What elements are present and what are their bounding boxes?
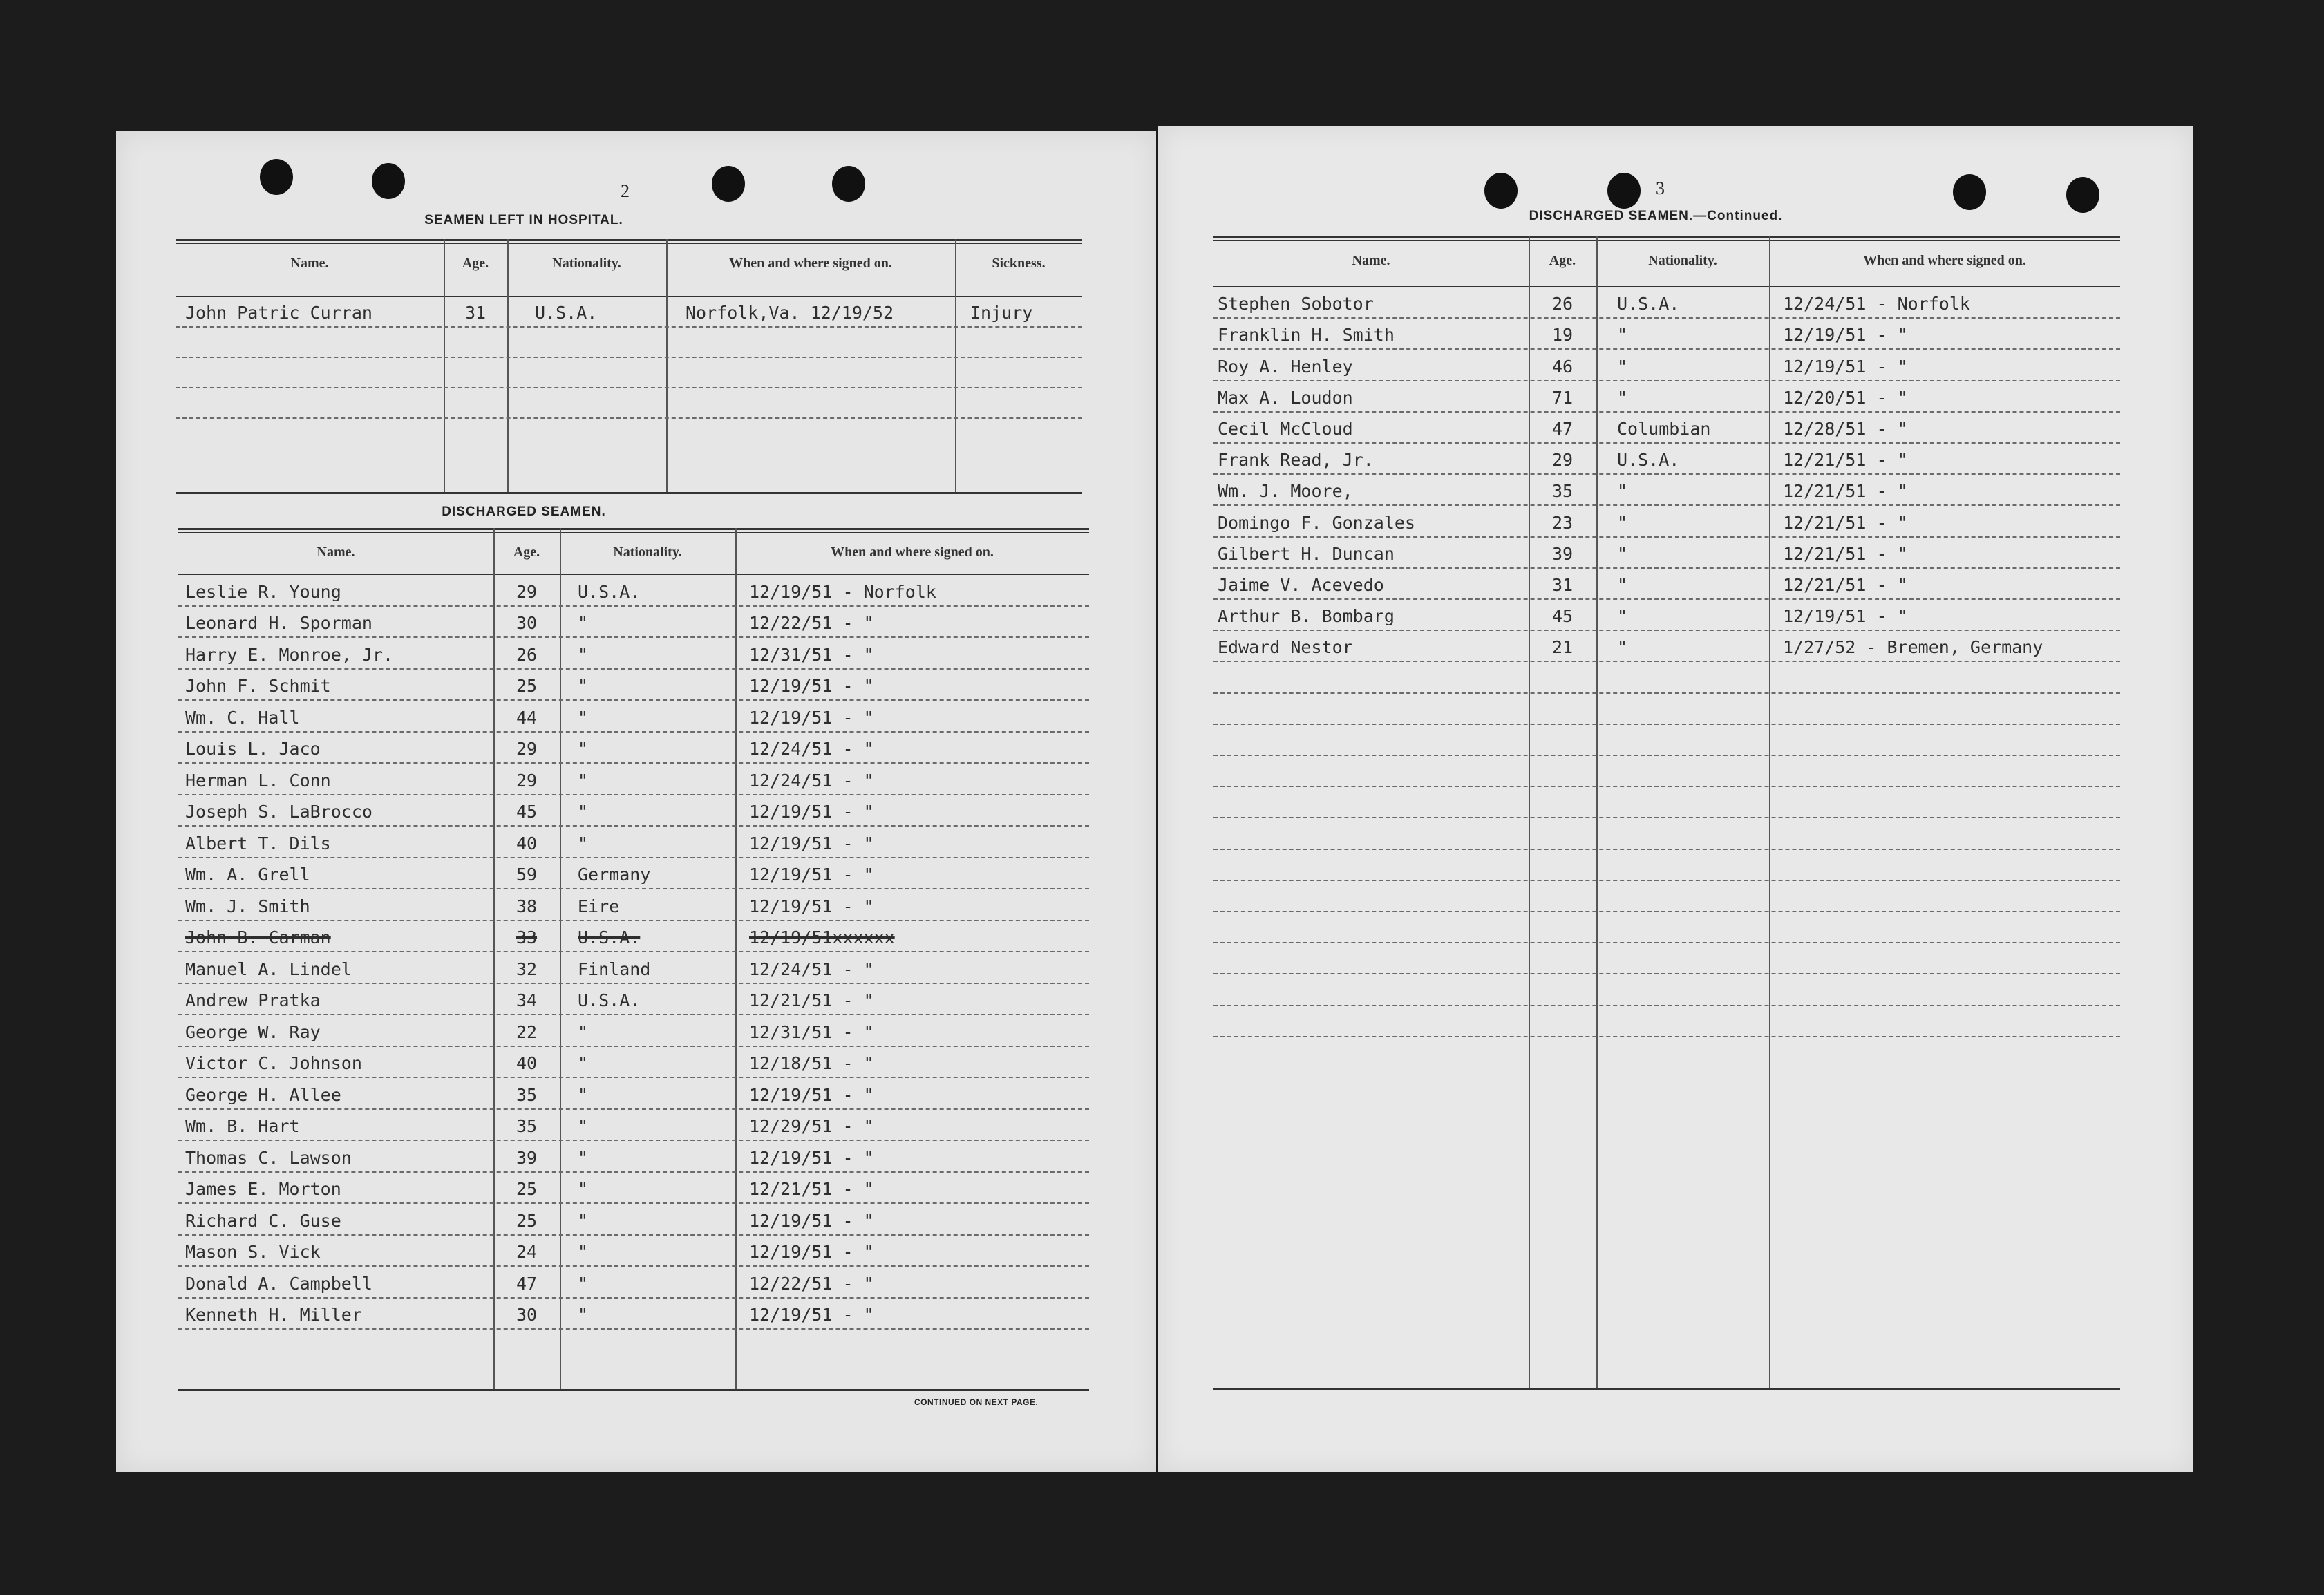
continued-note: CONTINUED ON NEXT PAGE. [914,1397,1039,1407]
table-cell-name: Kenneth H. Miller [185,1305,362,1325]
table-cell-nationality: " [578,1084,589,1105]
row-rule [178,951,1089,952]
table-cell-nationality: " [578,613,589,633]
table-cell-signed: 12/19/51 - " [749,676,874,696]
row-rule [1213,630,2120,631]
table-cell-signed: 12/20/51 - " [1783,387,1908,408]
table-cell-signed: 12/21/51 - " [1783,481,1908,502]
table-cell-signed: 1/27/52 - Bremen, Germany [1783,637,2043,658]
table-cell-age: 31 [1551,575,1574,595]
table-cell-nationality: " [1617,387,1628,408]
row-rule [1213,380,2120,381]
row-rule [178,762,1089,764]
table-cell-name: Albert T. Dils [185,833,331,853]
table-cell-age: 19 [1551,325,1574,346]
table-cell-name: Wm. J. Moore, [1218,481,1353,502]
table-cell-signed: 12/28/51 - " [1783,419,1908,439]
header-rule [176,296,1082,297]
table-cell-age: 24 [516,1242,538,1262]
table-cell-signed: 12/24/51 - Norfolk [1783,294,1970,314]
table-cell-signed: 12/19/51 - " [749,802,874,822]
column-header: Sickness. [992,256,1046,271]
table-cell-name: Thomas C. Lawson [185,1147,352,1168]
punch-hole [372,163,405,199]
table-cell-age: 35 [1551,481,1574,502]
table-cell-age: 45 [516,802,538,822]
table-cell-signed: 12/19/51 - " [749,896,874,916]
row-rule [178,1328,1089,1330]
column-header: When and where signed on. [831,545,994,560]
table-cell-name: Harry E. Monroe, Jr. [185,644,394,665]
table-cell-signed: 12/19/51 - " [1783,325,1908,346]
table-cell-nationality: U.S.A. [535,303,598,323]
table-cell-nationality: " [578,644,589,665]
row-rule [1213,1036,2120,1037]
column-header: When and where signed on. [729,256,892,271]
column-divider [1596,236,1598,1388]
header-rule [178,574,1089,575]
table-cell-age: 31 [464,303,486,323]
table-top-rule [1213,236,2120,238]
table-cell-age: 33 [516,927,538,947]
column-header: Name. [317,545,355,560]
table-cell-name: Leslie R. Young [185,581,341,602]
row-rule [178,857,1089,858]
row-rule [1213,473,2120,475]
table-cell-name: John F. Schmit [185,676,331,696]
table-cell-age: 21 [1551,637,1574,658]
header-rule [1213,286,2120,287]
table-cell-age: 40 [516,833,538,853]
table-cell-name: Wm. J. Smith [185,896,310,916]
table-cell-name: George H. Allee [185,1084,341,1105]
table-cell-sickness: Injury [970,303,1033,323]
table-cell-age: 30 [516,1305,538,1325]
row-rule [178,668,1089,670]
row-rule [1213,786,2120,787]
table-cell-name: Wm. C. Hall [185,707,300,728]
table-cell-nationality: " [1617,543,1628,564]
table-cell-age: 59 [516,865,538,885]
table-cell-name: Andrew Pratka [185,990,321,1010]
punch-hole [832,166,865,202]
row-rule [176,357,1082,358]
table-cell-signed: 12/19/51 - " [749,707,874,728]
table-top-rule [1213,240,2120,241]
row-rule [178,1108,1089,1110]
row-rule [1213,817,2120,818]
table-cell-age: 34 [516,990,538,1010]
table-cell-nationality: " [578,1273,589,1294]
table-cell-nationality: " [1617,325,1628,346]
table-cell-age: 25 [516,1210,538,1231]
table-cell-signed: 12/21/51 - " [749,990,874,1010]
table-cell-signed: 12/24/51 - " [749,739,874,759]
column-divider [1769,236,1770,1388]
column-header: Name. [1352,253,1390,268]
table-cell-age: 40 [516,1053,538,1073]
table-cell-nationality: " [578,1147,589,1168]
table-cell-signed: 12/19/51 - " [1783,356,1908,377]
table-cell-age: 30 [516,613,538,633]
table-cell-name: Louis L. Jaco [185,739,321,759]
row-rule [1213,536,2120,538]
table-cell-age: 32 [516,959,538,979]
table-cell-nationality: " [578,770,589,791]
punch-hole [1484,173,1518,209]
table-cell-signed: 12/31/51 - " [749,644,874,665]
table-cell-nationality: " [578,1021,589,1042]
hospital-section-title: SEAMEN LEFT IN HOSPITAL. [424,213,623,227]
column-divider [507,239,509,492]
table-cell-name: Richard C. Guse [185,1210,341,1231]
column-header: When and where signed on. [1863,253,2026,268]
table-cell-signed: 12/22/51 - " [749,613,874,633]
row-rule [1213,598,2120,600]
table-cell-signed: 12/21/51 - " [749,1179,874,1199]
table-cell-name: Cecil McCloud [1218,419,1353,439]
table-cell-signed: 12/24/51 - " [749,959,874,979]
row-rule [178,1140,1089,1141]
table-cell-name: Wm. A. Grell [185,865,310,885]
table-cell-signed: 12/21/51 - " [1783,512,1908,533]
row-rule [176,417,1082,419]
right-page [1158,126,2193,1472]
table-cell-signed: 12/19/51xxxxxx [749,927,895,947]
row-rule [178,888,1089,889]
column-divider [560,528,561,1389]
table-cell-nationality: " [578,1210,589,1231]
table-cell-age: 25 [516,676,538,696]
table-top-rule [176,239,1082,241]
table-cell-nationality: Germany [578,865,651,885]
row-rule [1213,411,2120,413]
table-cell-signed: 12/19/51 - Norfolk [749,581,936,602]
table-cell-name: Donald A. Campbell [185,1273,372,1294]
row-rule [178,605,1089,607]
table-cell-age: 29 [1551,450,1574,471]
table-cell-signed: 12/31/51 - " [749,1021,874,1042]
punch-hole [712,166,745,202]
table-cell-signed: 12/19/51 - " [749,1084,874,1105]
table-cell-nationality: " [578,676,589,696]
column-divider [1529,236,1530,1388]
row-rule [178,1265,1089,1267]
table-cell-name: Roy A. Henley [1218,356,1353,377]
row-rule [1213,973,2120,974]
row-rule [178,920,1089,921]
row-rule [1213,692,2120,694]
table-cell-signed: 12/24/51 - " [749,770,874,791]
table-top-rule [178,532,1089,533]
row-rule [1213,567,2120,569]
row-rule [178,1077,1089,1078]
table-cell-name: Max A. Loudon [1218,387,1353,408]
row-rule [1213,942,2120,943]
table-cell-name: Mason S. Vick [185,1242,321,1262]
table-cell-name: Edward Nestor [1218,637,1353,658]
table-cell-age: 46 [1551,356,1574,377]
table-cell-signed: 12/19/51 - " [749,1305,874,1325]
table-bottom-rule [176,492,1082,494]
table-cell-age: 26 [516,644,538,665]
table-cell-signed: 12/21/51 - " [1783,575,1908,595]
table-cell-age: 29 [516,581,538,602]
row-rule [1213,661,2120,662]
table-cell-signed: 12/19/51 - " [1783,606,1908,627]
table-cell-nationality: U.S.A. [578,990,641,1010]
row-rule [178,731,1089,733]
row-rule [1213,755,2120,756]
row-rule [1213,348,2120,350]
column-header: Nationality. [1648,253,1717,268]
table-cell-age: 22 [516,1021,538,1042]
table-cell-age: 39 [1551,543,1574,564]
table-cell-nationality: " [1617,575,1628,595]
table-cell-age: 23 [1551,512,1574,533]
table-cell-signed: 12/22/51 - " [749,1273,874,1294]
table-cell-signed: 12/19/51 - " [749,865,874,885]
table-cell-name: Gilbert H. Duncan [1218,543,1395,564]
row-rule [1213,317,2120,319]
table-cell-name: Frank Read, Jr. [1218,450,1374,471]
table-cell-signed: 12/19/51 - " [749,833,874,853]
table-cell-nationality: " [1617,356,1628,377]
column-divider [955,239,956,492]
column-header: Age. [1549,253,1576,268]
table-cell-name: James E. Morton [185,1179,341,1199]
table-cell-signed: 12/19/51 - " [749,1147,874,1168]
page-number: 3 [1656,178,1665,198]
row-rule [1213,880,2120,881]
table-top-rule [178,528,1089,530]
table-cell-name: Domingo F. Gonzales [1218,512,1415,533]
table-cell-signed: 12/21/51 - " [1783,450,1908,471]
row-rule [1213,724,2120,725]
row-rule [178,1171,1089,1173]
row-rule [178,825,1089,827]
table-cell-age: 44 [516,707,538,728]
row-rule [178,699,1089,701]
table-cell-nationality: Finland [578,959,651,979]
table-cell-nationality: " [578,1179,589,1199]
table-bottom-rule [178,1389,1089,1391]
table-cell-nationality: " [578,707,589,728]
column-divider [444,239,445,492]
table-cell-nationality: U.S.A. [578,581,641,602]
table-cell-signed: 12/19/51 - " [749,1210,874,1231]
table-cell-name: John B. Carman [185,927,331,947]
row-rule [178,794,1089,795]
table-cell-age: 35 [516,1116,538,1136]
row-rule [178,636,1089,638]
table-cell-nationality: " [578,833,589,853]
table-cell-signed: 12/19/51 - " [749,1242,874,1262]
table-cell-name: Leonard H. Sporman [185,613,372,633]
table-cell-nationality: " [578,1053,589,1073]
row-rule [1213,1005,2120,1006]
table-cell-nationality: " [578,739,589,759]
table-cell-nationality: " [1617,512,1628,533]
table-cell-nationality: Eire [578,896,620,916]
table-cell-name: Jaime V. Acevedo [1218,575,1384,595]
punch-hole [260,159,293,195]
discharged-continued-title: DISCHARGED SEAMEN.—Continued. [1529,209,1783,223]
table-cell-signed: 12/21/51 - " [1783,543,1908,564]
column-header: Age. [462,256,489,271]
table-cell-age: 47 [1551,419,1574,439]
table-cell-signed: 12/29/51 - " [749,1116,874,1136]
table-cell-nationality: U.S.A. [578,927,641,947]
table-cell-age: 26 [1551,294,1574,314]
row-rule [1213,849,2120,850]
table-cell-signed: 12/18/51 - " [749,1053,874,1073]
row-rule [1213,911,2120,912]
row-rule [1213,442,2120,444]
table-bottom-rule [1213,1388,2120,1390]
row-rule [178,1046,1089,1047]
table-cell-nationality: " [578,802,589,822]
table-cell-name: George W. Ray [185,1021,321,1042]
left-page [116,131,1156,1472]
row-rule [178,983,1089,984]
row-rule [178,1014,1089,1015]
table-cell-nationality: Columbian [1617,419,1711,439]
column-header: Age. [513,545,540,560]
row-rule [176,387,1082,388]
punch-hole [2066,177,2099,213]
table-cell-nationality: " [1617,606,1628,627]
table-cell-name: Victor C. Johnson [185,1053,362,1073]
punch-hole [1607,173,1641,209]
table-cell-age: 71 [1551,387,1574,408]
table-cell-name: John Patric Curran [185,303,372,323]
discharged-section-title: DISCHARGED SEAMEN. [442,504,606,519]
row-rule [178,1234,1089,1236]
punch-hole [1953,174,1986,210]
table-cell-nationality: " [578,1116,589,1136]
page-number: 2 [621,181,630,201]
table-cell-name: Stephen Sobotor [1218,294,1374,314]
table-cell-nationality: " [578,1242,589,1262]
table-cell-age: 45 [1551,606,1574,627]
column-header: Nationality. [613,545,682,560]
table-cell-name: Franklin H. Smith [1218,325,1395,346]
table-cell-nationality: " [578,1305,589,1325]
column-header: Nationality. [552,256,621,271]
table-cell-age: 47 [516,1273,538,1294]
row-rule [1213,504,2120,506]
table-cell-age: 29 [516,739,538,759]
row-rule [176,326,1082,328]
table-cell-nationality: " [1617,481,1628,502]
table-cell-name: Joseph S. LaBrocco [185,802,372,822]
row-rule [178,1297,1089,1299]
table-cell-nationality: U.S.A. [1617,294,1680,314]
table-cell-age: 29 [516,770,538,791]
row-rule [178,1202,1089,1204]
column-header: Name. [290,256,329,271]
table-cell-name: Arthur B. Bombarg [1218,606,1395,627]
table-cell-nationality: U.S.A. [1617,450,1680,471]
column-divider [735,528,737,1389]
table-cell-age: 39 [516,1147,538,1168]
table-top-rule [176,243,1082,244]
table-cell-name: Herman L. Conn [185,770,331,791]
table-cell-name: Wm. B. Hart [185,1116,300,1136]
table-cell-age: 35 [516,1084,538,1105]
table-cell-age: 25 [516,1179,538,1199]
table-cell-signed: Norfolk,Va. 12/19/52 [686,303,894,323]
table-cell-age: 38 [516,896,538,916]
column-divider [666,239,668,492]
table-cell-name: Manuel A. Lindel [185,959,352,979]
table-cell-nationality: " [1617,637,1628,658]
